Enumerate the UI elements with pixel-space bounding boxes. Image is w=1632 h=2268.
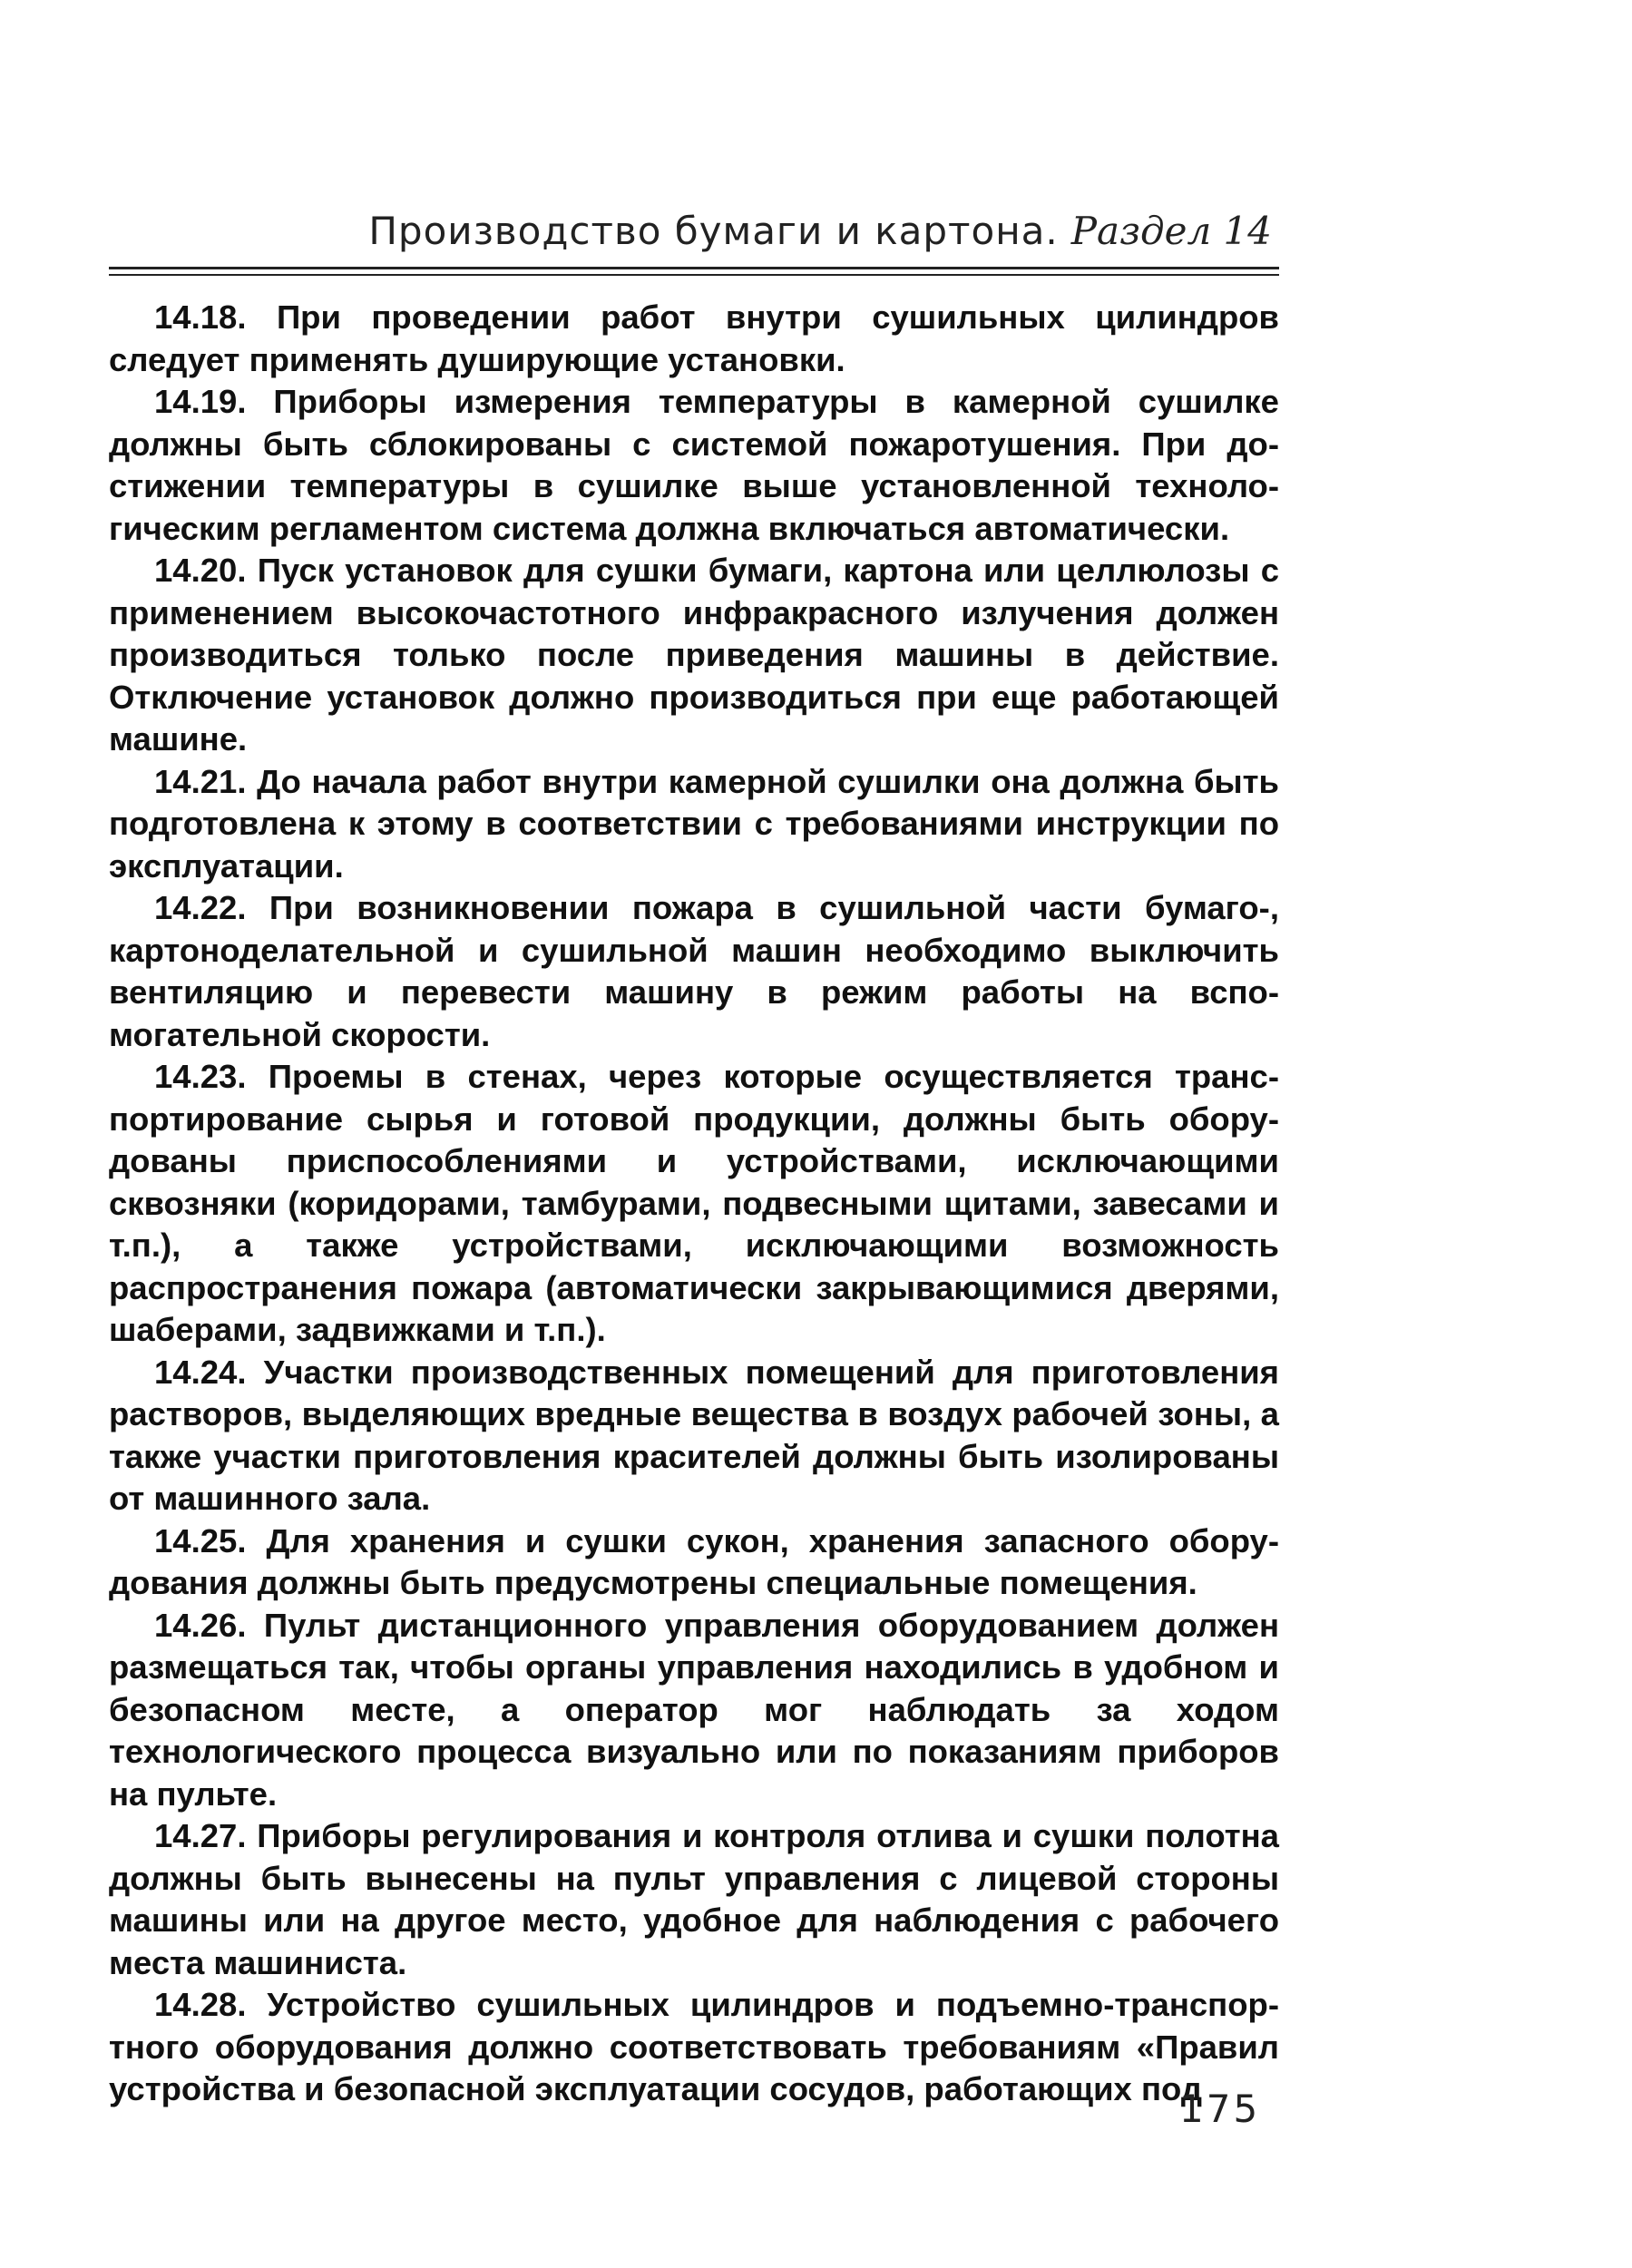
paragraph-number: 14.24. xyxy=(154,1353,247,1391)
header-title: Производство бумаги и картона. xyxy=(368,209,1059,253)
paragraph-14-27 xyxy=(109,1815,1279,1984)
paragraph-text: Проемы в стенах, через которые осуществляется транспортирование сырья и готовой продукции, должны быть оборудованы приспособлениями и устройствами, исключающими сквозняки (коридорами, тамбурами, подвесными щитами, завесами и т.п.), а также устройствами, исключающими возможность распространения пожара (автоматически закрывающимися дверями, шаберами, задвижками и т.п.). xyxy=(109,1058,1279,1348)
paragraph-text: Пуск установок для сушки бумаги, картона или целлюлозы с применением высокочастотного инфракрасного излучения должен производиться только после приведения машины в действие. Отключение установок должно производиться при еще работающей машине. xyxy=(109,552,1279,758)
paragraph-number: 14.23. xyxy=(154,1058,247,1095)
paragraph-14-20 xyxy=(109,550,1279,761)
paragraph-text: При проведении работ внутри сушильных цилиндров следует применять душирующие установки. xyxy=(109,298,1279,378)
running-header xyxy=(109,209,1279,269)
paragraph-number: 14.28. xyxy=(154,1986,247,2023)
paragraph-text: Для хранения и сушки сукон, хранения запасного оборудования должны быть предусмотрены специальные помещения. xyxy=(109,1521,1279,1601)
paragraph-text: Приборы регулирования и контроля отлива и сушки полотна должны быть вынесены на пульт управления с лицевой стороны машины или на другое место, удобное для наблюдения с рабочего места машиниста. xyxy=(109,1817,1279,1981)
paragraph-number: 14.19. xyxy=(154,383,247,420)
paragraph-number: 14.21. xyxy=(154,762,247,800)
paragraph-text: Пульт дистанционного управления оборудованием должен размещаться так, чтобы органы управления находились в удобном и безопасном месте, а оператор мог наблюдать за ходом технологического процесса визуально или по показаниям приборов на пульте. xyxy=(109,1606,1279,1813)
paragraph-text: До начала работ внутри камерной сушилки она должна быть подготовлена к этому в соответствии с требованиями инструкции по эксплуатации. xyxy=(109,762,1279,885)
paragraph-number: 14.20. xyxy=(154,552,247,589)
body-text xyxy=(109,297,1279,2111)
paragraph-number: 14.26. xyxy=(154,1606,247,1644)
paragraph-14-26 xyxy=(109,1605,1279,1816)
paragraph-14-25 xyxy=(109,1520,1279,1605)
paragraph-text: При возникновении пожара в сушильной части бумаго-, картоноделательной и сушильной машин необходимо выключить вентиляцию и перевести машину в режим работы на вспомогательной скорости. xyxy=(109,889,1279,1053)
paragraph-14-22 xyxy=(109,887,1279,1056)
paragraph-number: 14.25. xyxy=(154,1521,247,1559)
paragraph-14-19 xyxy=(109,381,1279,550)
paragraph-number: 14.27. xyxy=(154,1817,247,1854)
paragraph-14-28 xyxy=(109,1984,1279,2111)
paragraph-text: Устройство сушильных цилиндров и подъемно-транспортного оборудования должно соответствовать требованиям «Правил устройства и безопасной эксплуатации сосудов, работающих под xyxy=(109,1986,1279,2107)
paragraph-text: Участки производственных помещений для приготовления растворов, выделяющих вредные вещества в воздух рабочей зоны, а также участки приготовления красителей должны быть изолированы от машинного зала. xyxy=(109,1353,1279,1517)
paragraph-number: 14.22. xyxy=(154,889,247,926)
paragraph-number: 14.18. xyxy=(154,298,247,336)
header-section: Раздел 14 xyxy=(1070,209,1272,253)
paragraph-14-21 xyxy=(109,761,1279,888)
document-page xyxy=(109,209,1279,2111)
header-rule xyxy=(109,274,1279,276)
paragraph-14-23 xyxy=(109,1056,1279,1352)
page-number: 175 xyxy=(1179,2087,1261,2131)
paragraph-14-18 xyxy=(109,297,1279,381)
paragraph-14-24 xyxy=(109,1352,1279,1520)
paragraph-text: Приборы измерения температуры в камерной сушилке должны быть сблокированы с системой пожаротушения. При достижении температуры в сушилке выше установленной технологическим регламентом система должна включаться автоматически. xyxy=(109,383,1279,547)
